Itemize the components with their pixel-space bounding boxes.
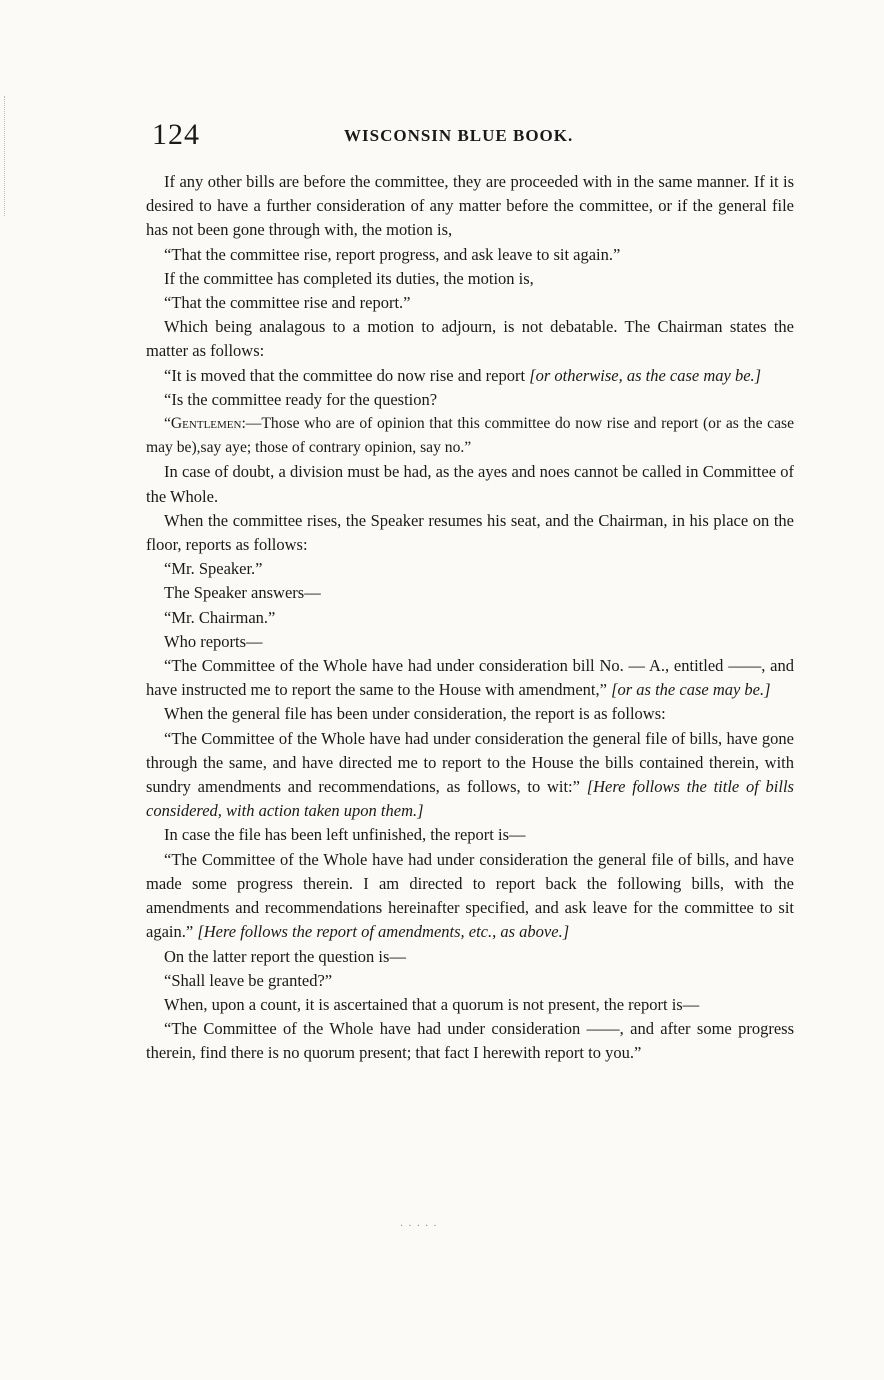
italic-note: [or otherwise, as the case may be.] [529, 365, 762, 385]
quote-text: “The Committee of the Whole have had under consideration the general file of bills, have gone through the same, and have directed me to report to the House the bills contained therein, with sundry amendments and recommendations, as follows, to wit:” [146, 728, 794, 797]
paragraph: “That the committee rise, report progress, and ask leave to sit again.” [164, 244, 621, 264]
paragraph: When the committee rises, the Speaker resumes his seat, and the Chairman, in his place on the floor, reports as follows: [146, 510, 794, 555]
italic-note: [Here follows the report of amendments, etc., as above.] [197, 922, 570, 942]
quote-text: :—Those who are of opinion that this committee do now rise and report (or as the case may be),say aye; those of contrary opinion, say no.” [146, 415, 794, 457]
page-header [152, 118, 792, 154]
paragraph: “That the committee rise and report.” [164, 293, 411, 313]
paragraph: When, upon a count, it is ascertained that a quorum is not present, the report is— [164, 994, 700, 1014]
paragraph: “The Committee of the Whole have had under consideration ——, and after some progress therein, find there is no quorum present; that fact I herewith report to you.” [146, 1019, 794, 1063]
printer-mark: . . . . . [400, 1218, 438, 1229]
paragraph: Which being analagous to a motion to adjourn, is not debatable. The Chairman states the matter as follows: [146, 317, 794, 361]
paragraph [146, 727, 794, 824]
quote-text: “It is moved that the committee do now rise and report [164, 365, 530, 385]
paragraph: If the committee has completed its duties, the motion is, [164, 268, 534, 288]
small-caps-salutation: “Gentlemen [164, 415, 242, 433]
paragraph [146, 848, 794, 945]
running-title: WISCONSIN BLUE BOOK. [344, 126, 574, 145]
quote-text: “The Committee of the Whole have had under consideration bill No. — A., entitled ——, and have instructed me to report the same to the House with amendment,” [146, 656, 794, 700]
page-body [146, 170, 794, 1066]
paragraph: “Is the committee ready for the question? [164, 389, 438, 409]
scan-edge-marks [4, 96, 7, 216]
paragraph: The Speaker answers— [164, 583, 321, 603]
paragraph: In case the file has been left unfinished, the report is— [164, 825, 526, 845]
paragraph: “Mr. Speaker.” [164, 559, 263, 579]
paragraph [146, 412, 794, 460]
paragraph [146, 654, 794, 702]
italic-note: [Here follows the title of bills considered, with action taken upon them.] [146, 777, 794, 821]
paragraph [146, 364, 794, 388]
quote-text: “The Committee of the Whole have had under consideration the general file of bills, and have made some progress therein. I am directed to report back the following bills, with the amendments and recommendations hereinafter specified, and ask leave for the committee to sit again.” [146, 849, 794, 942]
paragraph: When the general file has been under consideration, the report is as follows: [164, 704, 666, 724]
paragraph: “Shall leave be granted?” [164, 970, 333, 990]
italic-note: [or as the case may be.] [611, 680, 771, 700]
paragraph: Who reports— [164, 631, 263, 651]
paragraph: If any other bills are before the committee, they are proceeded with in the same manner. If it is desired to have a further consideration of any matter before the committee, or if the general file has not been gone through with, the motion is, [146, 172, 794, 240]
page-number: 124 [152, 118, 200, 151]
paragraph: On the latter report the question is— [164, 946, 406, 966]
paragraph: In case of doubt, a division must be had, as the ayes and noes cannot be called in Committee of the Whole. [146, 462, 794, 506]
paragraph: “Mr. Chairman.” [164, 607, 276, 627]
